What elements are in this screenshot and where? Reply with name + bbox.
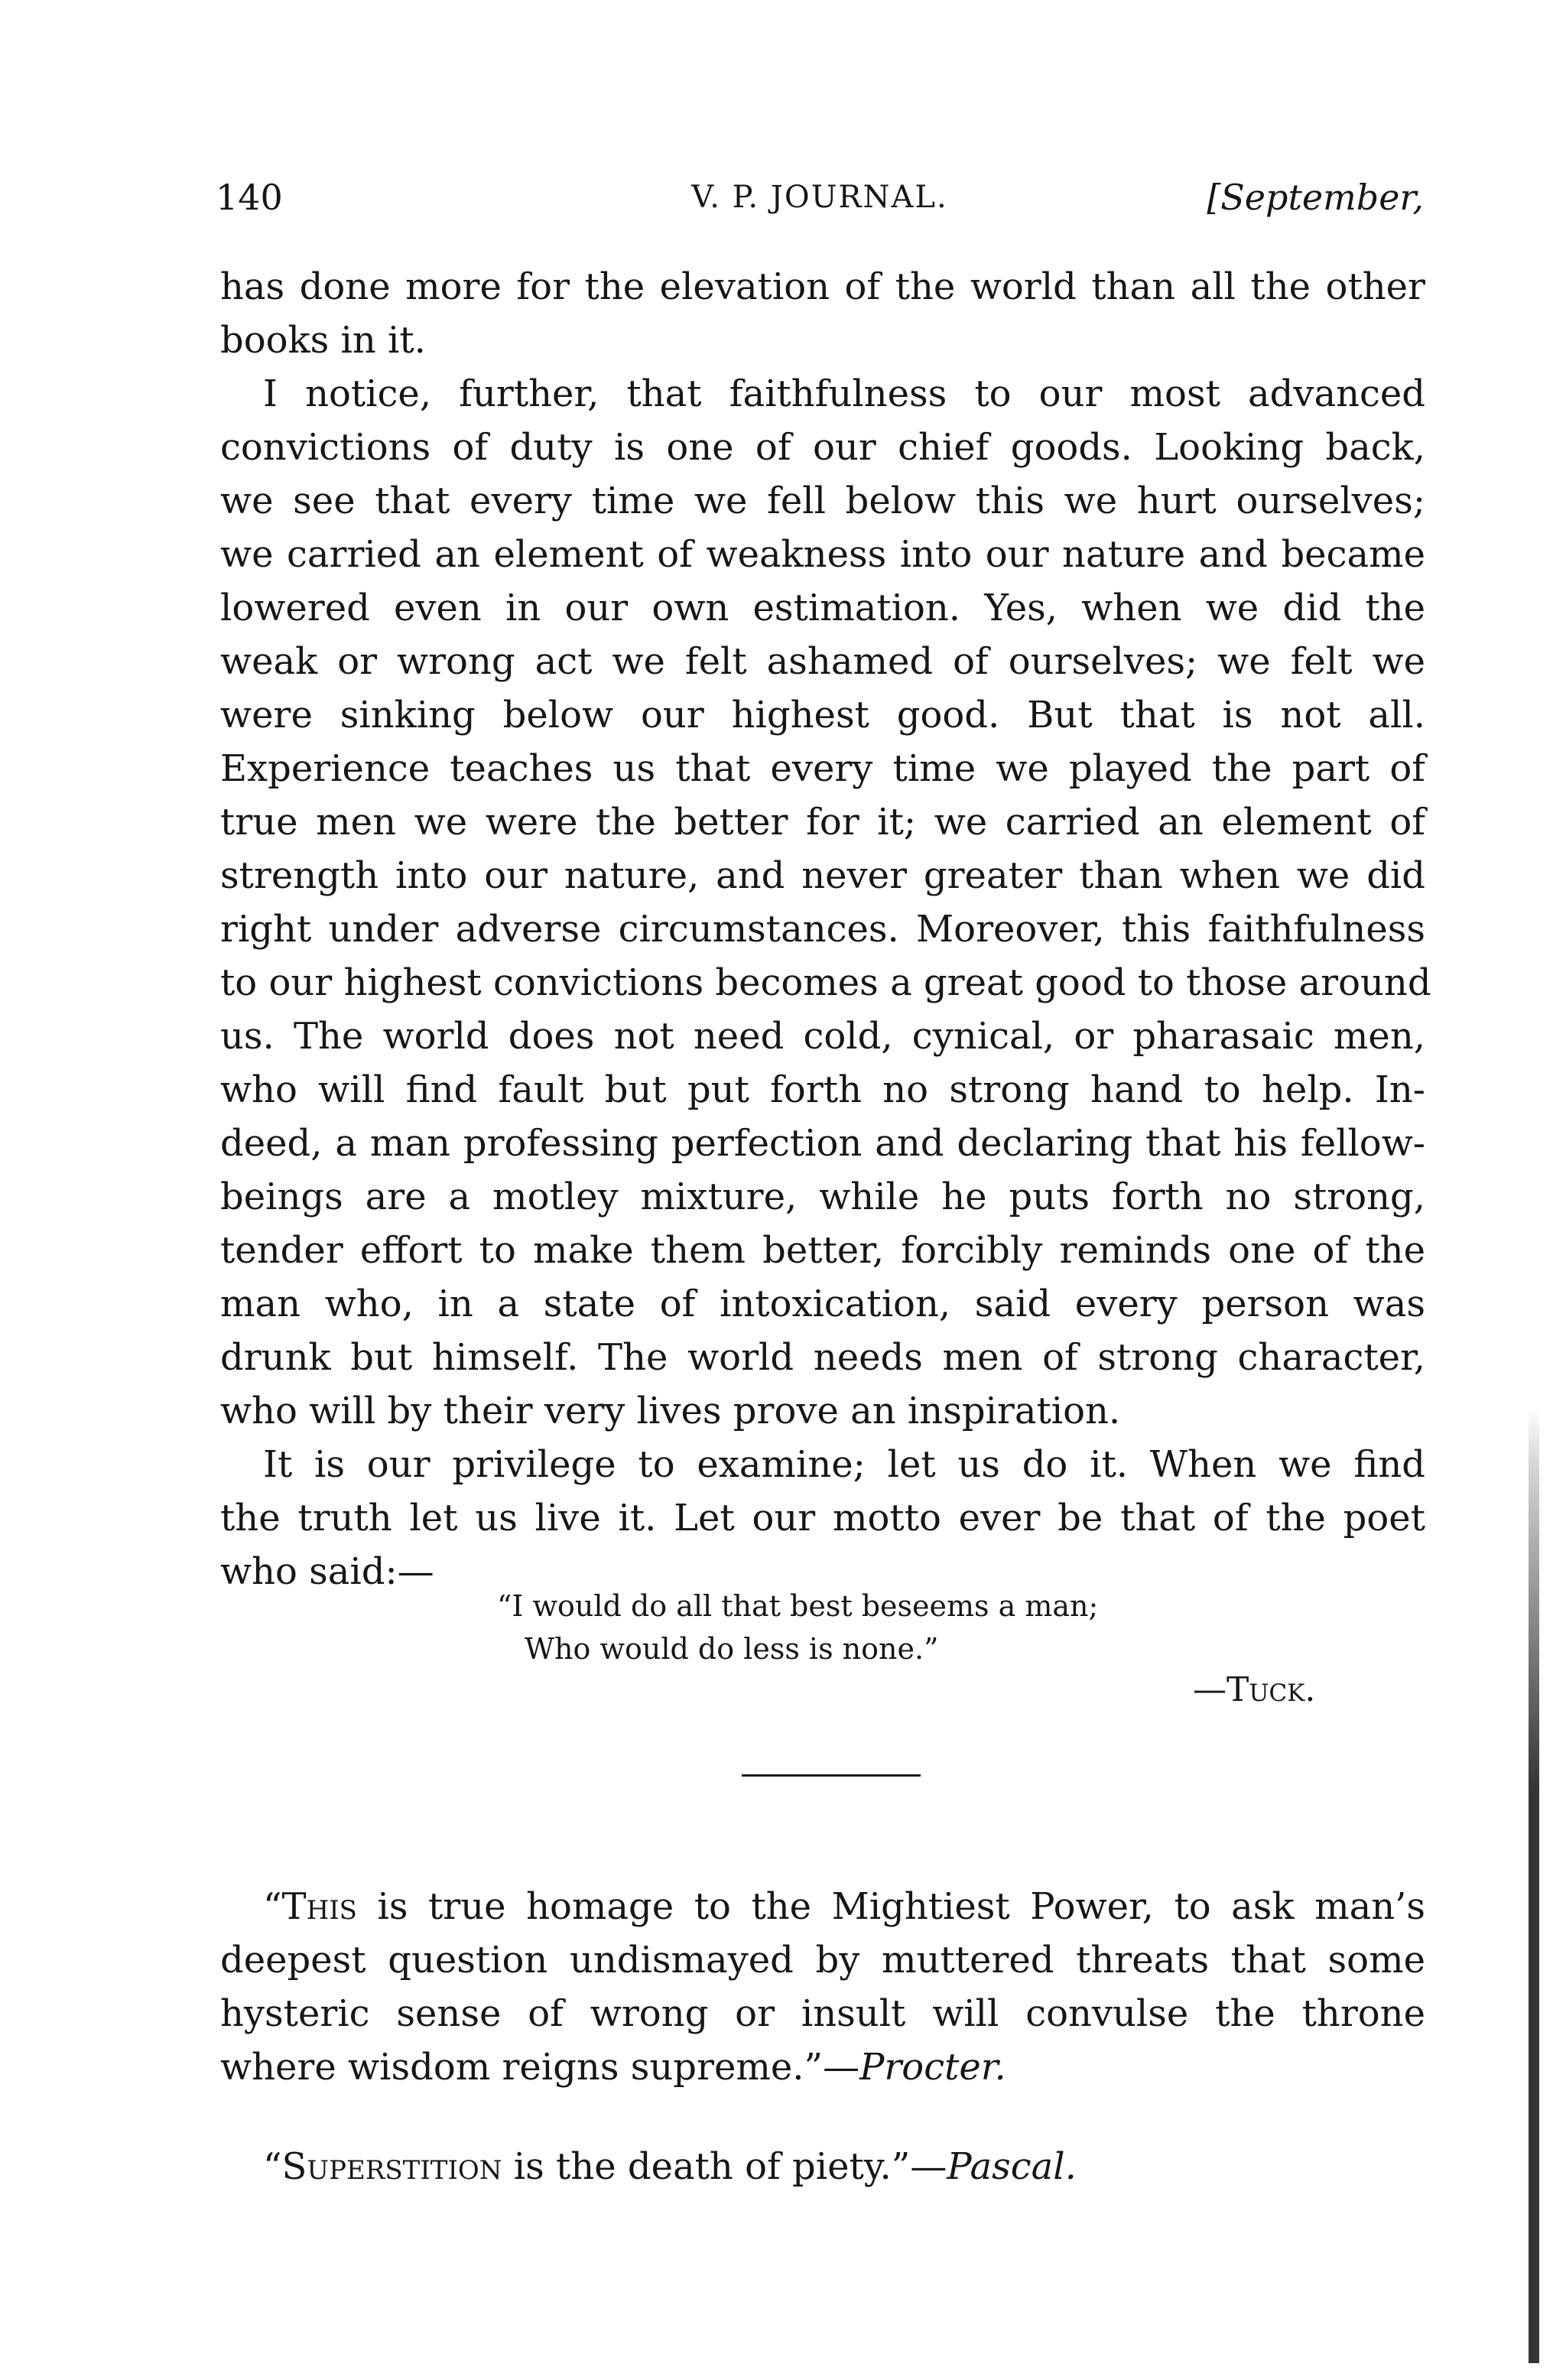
text-line: who will find fault but put forth no strong hand to help. In- — [220, 1068, 1425, 1111]
text-line — [220, 1880, 1425, 1933]
text-line: true men we were the better for it; we carried an element of — [220, 801, 1425, 844]
text-line: It is our privilege to examine; let us do it. When we find — [263, 1443, 1425, 1486]
quote-text: where wisdom reigns supreme.”— — [220, 2046, 860, 2089]
text-line: strength into our nature, and never greater than when we did — [220, 854, 1425, 897]
section-divider — [742, 1774, 921, 1777]
quote-author: Pascal. — [947, 2145, 1077, 2188]
text-line: were sinking below our highest good. But that is not all. — [220, 694, 1425, 736]
quote-procter — [220, 1880, 1425, 2094]
attribution-dash: — — [1193, 1670, 1226, 1709]
text-line — [220, 2040, 1425, 2094]
open-quote: “ — [263, 2145, 282, 2188]
text-line: weak or wrong act we felt ashamed of ourselves; we felt we — [220, 640, 1425, 683]
text-line: man who, in a state of intoxication, said every person was — [220, 1283, 1425, 1325]
article-body — [220, 260, 1431, 1598]
text-line: deepest question undismayed by muttered threats that some — [220, 1939, 1425, 1982]
text-line: the truth let us live it. Let our motto ever be that of the poet — [220, 1497, 1425, 1540]
paragraph-continued — [220, 260, 1425, 367]
text-line: who will by their very lives prove an inspiration. — [220, 1390, 1121, 1432]
text-line: books in it. — [220, 319, 426, 362]
quote-lead-word: This — [281, 1885, 357, 1928]
page-number: 140 — [216, 177, 283, 218]
text-line: convictions of duty is one of our chief goods. Looking back, — [220, 426, 1425, 469]
text-line: I notice, further, that faithfulness to our most advanced — [263, 372, 1425, 415]
poem-line: Who would do less is none.” — [525, 1632, 939, 1666]
text-line: who said:— — [220, 1550, 434, 1593]
text-line — [220, 2140, 1425, 2193]
text-line: to our highest convictions becomes a great good to those around — [220, 961, 1431, 1004]
page-edge-shadow — [1529, 1407, 1539, 2363]
text-line: has done more for the elevation of the world than all the other — [220, 265, 1425, 308]
quote-pascal — [220, 2140, 1425, 2193]
running-header — [216, 174, 1424, 220]
text-line: us. The world does not need cold, cynical, or pharasaic men, — [220, 1015, 1425, 1058]
poem-line: “I would do all that best beseems a man; — [497, 1589, 1099, 1623]
text-line: Experience teaches us that every time we played the part of — [220, 747, 1425, 790]
paragraph-privilege — [220, 1438, 1425, 1598]
text-line: we see that every time we fell below this we hurt ourselves; — [220, 480, 1425, 522]
text-line: deed, a man professing perfection and declaring that his fellow- — [220, 1122, 1425, 1165]
text-line: lowered even in our own estimation. Yes, when we did the — [220, 587, 1425, 629]
text-line: we carried an element of weakness into our nature and became — [220, 533, 1425, 576]
attribution-name: Tuck. — [1226, 1670, 1316, 1709]
quotations — [220, 1880, 1425, 2193]
text-line: hysteric sense of wrong or insult will convulse the throne — [220, 1992, 1425, 2035]
quote-author: Procter. — [859, 2046, 1006, 2089]
quote-text: is the death of piety.”— — [502, 2145, 947, 2188]
quote-text: is true homage to the Mightiest Power, to ask man’s — [356, 1885, 1425, 1928]
text-line: beings are a motley mixture, while he puts forth no strong, — [220, 1175, 1425, 1218]
text-line: tender effort to make them better, forcibly reminds one of the — [220, 1229, 1425, 1272]
poem-quote — [497, 1585, 1098, 1670]
running-month: [September, — [1207, 177, 1424, 218]
paragraph-faithfulness — [220, 367, 1431, 1438]
quote-lead-word: Superstition — [281, 2145, 502, 2188]
text-line: drunk but himself. The world needs men of strong character, — [220, 1336, 1425, 1379]
text-line: right under adverse circumstances. Moreover, this faithfulness — [220, 908, 1425, 951]
open-quote: “ — [263, 1885, 282, 1928]
author-attribution — [1193, 1667, 1315, 1713]
running-title: V. P. JOURNAL. — [691, 180, 948, 215]
